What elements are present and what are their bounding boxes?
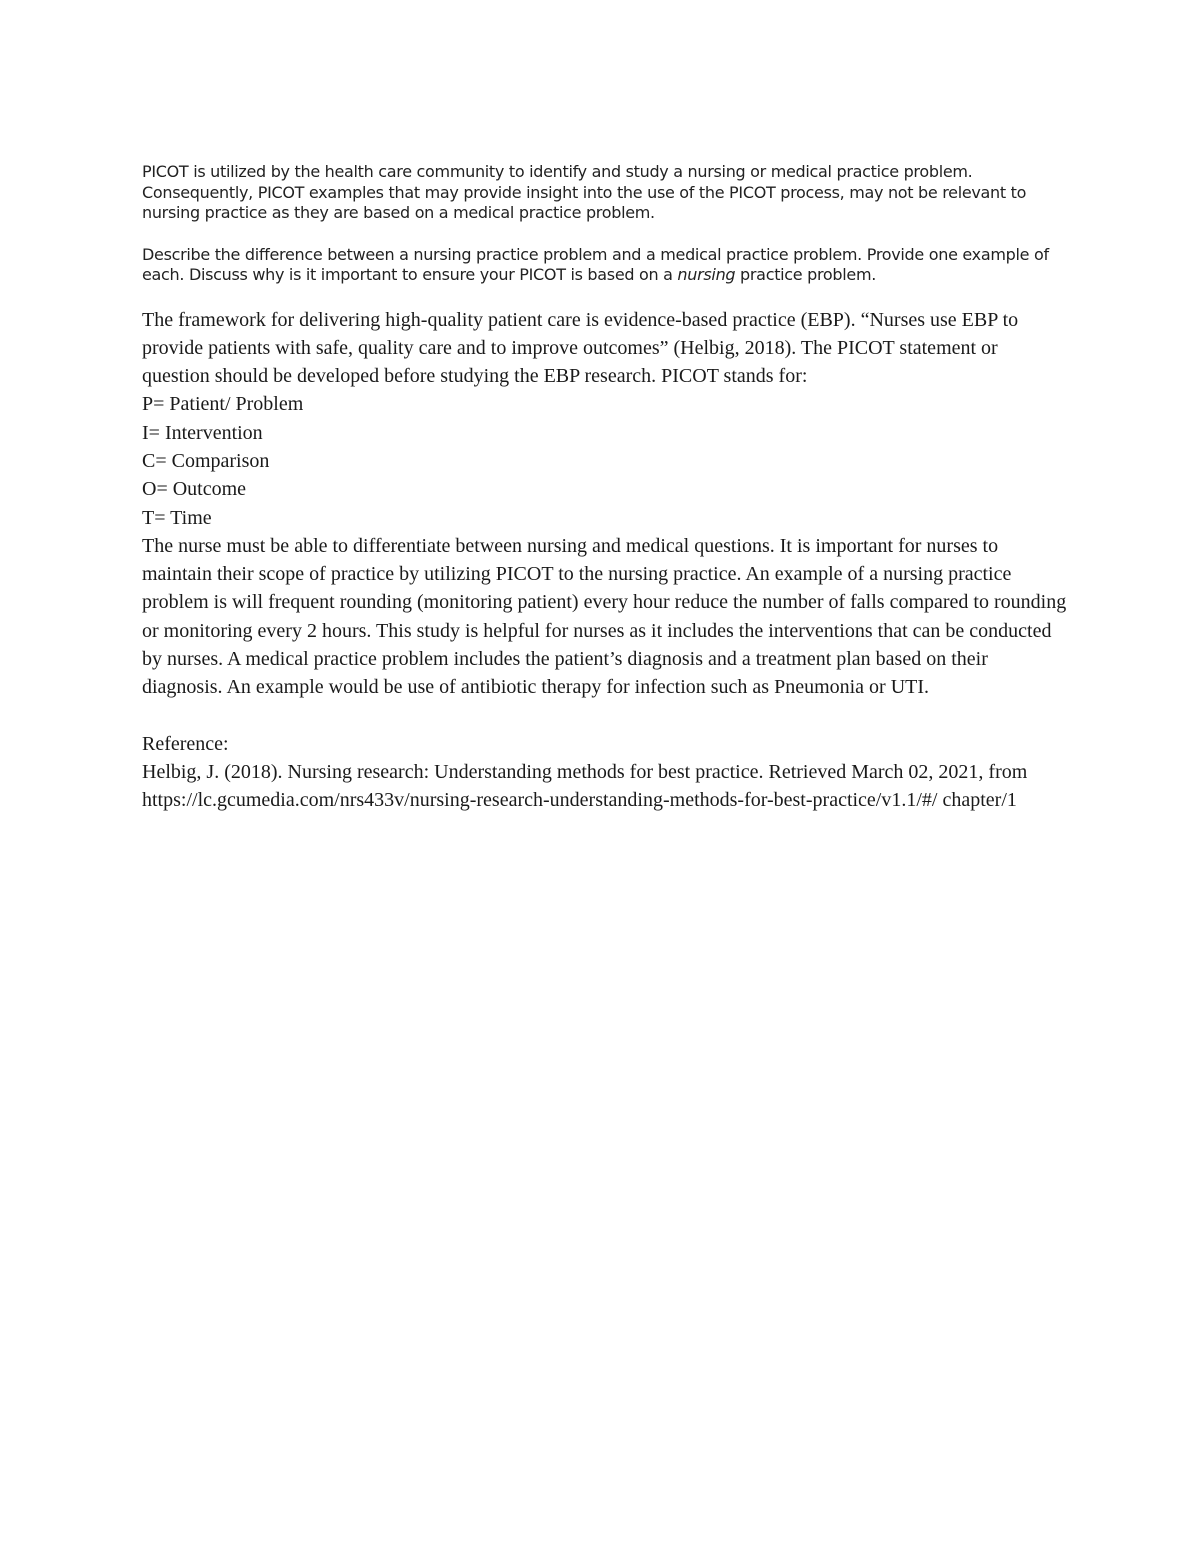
picot-item-i: I= Intervention xyxy=(142,421,263,444)
question-italic-nursing: nursing xyxy=(677,265,736,284)
picot-item-p: P= Patient/ Problem xyxy=(142,393,304,416)
reference-section xyxy=(142,730,1067,815)
answer-discussion: The nurse must be able to differentiate between nursing and medical questions. It is important for nurses to maintain their scope of practice by utilizing PICOT to the nursing practice. An example of a nursing practice problem is will frequent rounding (monitoring patient) every hour reduce the number of falls compared to rounding or monitoring every 2 hours. This study is helpful for nurses as it includes the interventions that can be conducted by nurses. A medical practice problem includes the patient’s diagnosis and a treatment plan based on their diagnosis. An example would be use of antibiotic therapy for infection such as Pneumonia or UTI. xyxy=(142,534,1067,699)
picot-item-t: T= Time xyxy=(142,506,212,529)
answer-intro: The framework for delivering high-quality patient care is evidence-based practice (EBP). “Nurses use EBP to provide patients with safe, quality care and to improve outcomes” (Helbig, 2018). The PICOT statement or question should be developed before studying the EBP research. PICOT stands for: xyxy=(142,308,1019,388)
reference-citation: Helbig, J. (2018). Nursing research: Understanding methods for best practice. Retrieved March 02, 2021, from https://lc.gcumedia.com/nrs433v/nursing-research-understanding-methods-for-best-practice/v1.1/#/ chapter/1 xyxy=(142,760,1028,812)
question-paragraph-2-text: Describe the difference between a nursing practice problem and a medical practice problem. Provide one example of each. Discuss why is it important to ensure your PICOT is based on a xyxy=(142,244,1049,284)
answer-section xyxy=(142,306,1067,702)
question-paragraph-2 xyxy=(142,245,1067,286)
document-content xyxy=(142,162,1067,815)
question-paragraph-1: PICOT is utilized by the health care community to identify and study a nursing or medical practice problem. Consequently, PICOT examples that may provide insight into the use of the PICOT process, may not be relevant to nursing practice as they are based on a medical practice problem. xyxy=(142,162,1027,222)
picot-item-c: C= Comparison xyxy=(142,449,270,472)
reference-heading: Reference: xyxy=(142,732,229,755)
question-paragraph-2-end: practice problem. xyxy=(735,265,877,284)
picot-item-o: O= Outcome xyxy=(142,478,247,501)
